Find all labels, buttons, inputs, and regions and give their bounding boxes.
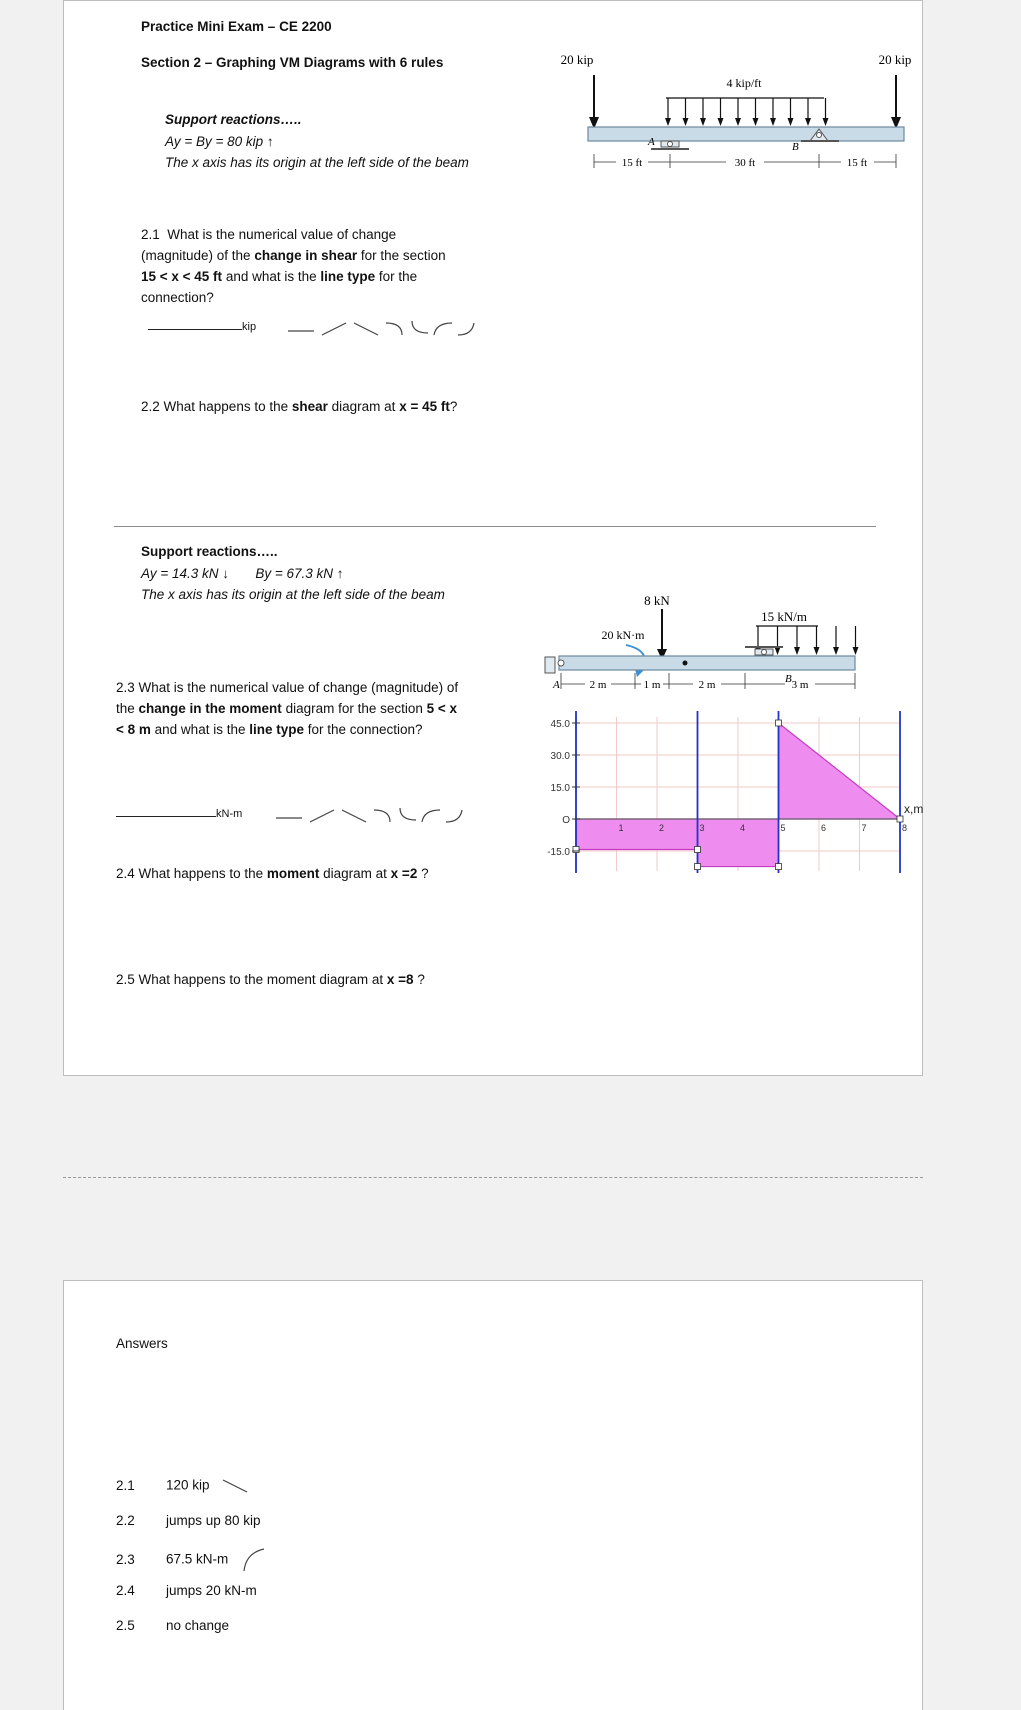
y-tick-label: -15.0: [547, 847, 570, 858]
dist-load-label: 4 kip/ft: [726, 76, 762, 90]
answer-falling-line-icon: [221, 1477, 255, 1495]
reactions-1: Ay = By = 80 kip ↑: [165, 134, 274, 149]
dist-load-arrowhead: [823, 118, 829, 126]
answer-concave-curve-icon: [240, 1547, 270, 1573]
dist-load-arrowhead: [805, 118, 811, 126]
beam-diagram-1: [508, 47, 918, 187]
section-divider: [114, 526, 876, 527]
support-a-label-2: A: [553, 679, 560, 691]
answer-row-2-2: 2.2 jumps up 80 kip: [116, 1513, 261, 1528]
line-type-rising-icon: [310, 810, 334, 822]
dim-left: 15 ft: [621, 157, 643, 169]
dist-load-arrowhead: [753, 118, 759, 126]
data-point: [897, 816, 903, 822]
data-point: [695, 864, 701, 870]
answer-row-2-1: 2.1 120 kip: [116, 1477, 255, 1495]
beam-2: [559, 656, 855, 670]
data-point: [776, 864, 782, 870]
dim-3m: 3 m: [791, 679, 809, 691]
dist-load-arrowhead: [665, 118, 671, 126]
support-a-roller: [651, 141, 689, 149]
answer-blank-2-3[interactable]: [116, 804, 242, 820]
answers-page: [63, 1280, 923, 1710]
question-2-4: 2.4 What happens to the moment diagram at x =2 ?: [116, 866, 429, 881]
left-point-load-arrow: [589, 75, 599, 129]
support-heading-1: Support reactions…..: [165, 112, 302, 127]
right-load-label: 20 kip: [878, 52, 912, 67]
distributed-load: [665, 98, 829, 126]
support-heading-2: Support reactions…..: [141, 544, 278, 559]
line-type-options-1: [286, 317, 496, 339]
dist-load-arrowhead-2: [853, 647, 859, 655]
question-2-5: 2.5 What happens to the moment diagram at x =8 ?: [116, 972, 425, 987]
x-tick-label: 2: [659, 823, 665, 833]
beam-diagram-2: [531, 589, 861, 707]
moment-label: 20 kN·m: [601, 628, 645, 642]
dim-2m-b: 2 m: [698, 679, 716, 691]
dist-load-arrowhead-2: [833, 647, 839, 655]
dim-mid: 30 ft: [734, 157, 756, 169]
question-2-3: 2.3 What is the numerical value of change (magnitude) of the change in the moment diagram for the section 5 < x < 8 m and what is the line type for the connection?: [116, 680, 459, 737]
x-tick-label: 6: [821, 823, 827, 833]
left-load-label: 20 kip: [560, 52, 594, 67]
line-type-rising-icon: [322, 323, 346, 335]
support-b-label: B: [792, 141, 799, 153]
x-axis-label: x,m: [904, 802, 924, 816]
dist-load-arrowhead: [718, 118, 724, 126]
axis-note-2: The x axis has its origin at the left side of the beam: [141, 587, 445, 602]
right-point-load-arrow: [891, 75, 901, 129]
section-title: Section 2 – Graphing VM Diagrams with 6 rules: [141, 55, 444, 70]
line-type-convex-fall-icon: [458, 323, 474, 335]
line-type-convex-fall-icon: [446, 810, 462, 822]
line-type-convex-rise-icon: [434, 323, 452, 335]
dim-2m-a: 2 m: [589, 679, 607, 691]
line-type-concave-down-icon: [386, 323, 402, 335]
y-tick-label: 30.0: [550, 751, 570, 762]
dim-1m: 1 m: [643, 679, 661, 691]
line-type-concave-up-icon: [400, 808, 416, 820]
x-tick-label: 8: [902, 823, 908, 833]
x-tick-label: 1: [618, 823, 624, 833]
x-tick-label: 4: [740, 823, 746, 833]
line-type-falling-icon: [342, 810, 366, 822]
point-load-label: 8 kN: [644, 593, 670, 608]
question-2-2: 2.2 What happens to the shear diagram at x = 45 ft?: [141, 399, 458, 414]
y-tick-label: 45.0: [550, 719, 570, 730]
data-point: [573, 847, 579, 853]
dist-load-label-2: 15 kN/m: [761, 609, 807, 624]
y-tick-label: 15.0: [550, 783, 570, 794]
question-2-1: 2.1 What is the numerical value of change (magnitude) of the change in shear for the section 15 < x < 45 ft and what is the line type for the connection?: [141, 227, 446, 305]
answers-heading: Answers: [116, 1336, 168, 1351]
dist-load-arrowhead: [735, 118, 741, 126]
answer-row-2-3: 2.3 67.5 kN-m: [116, 1547, 270, 1573]
dist-load-arrowhead: [683, 118, 689, 126]
data-point: [776, 720, 782, 726]
shear-diagram-chart: [514, 701, 934, 886]
x-tick-label: 7: [861, 823, 867, 833]
page-break-line: [63, 1177, 923, 1178]
answer-row-2-5: 2.5 no change: [116, 1618, 230, 1633]
line-type-concave-down-icon: [374, 810, 390, 822]
exam-page: [63, 0, 923, 1076]
axis-note-1: The x axis has its origin at the left side of the beam: [165, 155, 469, 170]
exam-title: Practice Mini Exam – CE 2200: [141, 19, 332, 34]
line-type-concave-up-icon: [412, 321, 428, 333]
answer-row-2-4: 2.4 jumps 20 kN-m: [116, 1583, 257, 1598]
beam-1: [588, 127, 904, 141]
reactions-2: Ay = 14.3 kN ↓ By = 67.3 kN ↑: [141, 566, 344, 581]
answer-blank-2-1[interactable]: [148, 317, 256, 333]
dist-load-arrowhead: [788, 118, 794, 126]
dist-load-arrowhead: [700, 118, 706, 126]
load-point-marker: [683, 661, 688, 666]
line-type-options-2: [274, 804, 484, 826]
unit-kn-m: kN-m: [216, 808, 243, 820]
dim-right: 15 ft: [846, 157, 868, 169]
dist-load-arrowhead-2: [814, 647, 820, 655]
support-a-label: A: [648, 136, 655, 148]
point-load-arrow-8kn: [657, 609, 667, 660]
data-point: [695, 847, 701, 853]
dist-load-arrowhead-2: [775, 647, 781, 655]
line-type-convex-rise-icon: [422, 810, 440, 822]
x-tick-label: 3: [699, 823, 705, 833]
y-tick-label: O: [562, 815, 570, 826]
unit-kip: kip: [242, 321, 257, 333]
dist-load-arrowhead-2: [794, 647, 800, 655]
dist-load-arrowhead: [770, 118, 776, 126]
line-type-falling-icon: [354, 323, 378, 335]
x-tick-label: 5: [780, 823, 786, 833]
support-b-label-2: B: [785, 673, 792, 685]
